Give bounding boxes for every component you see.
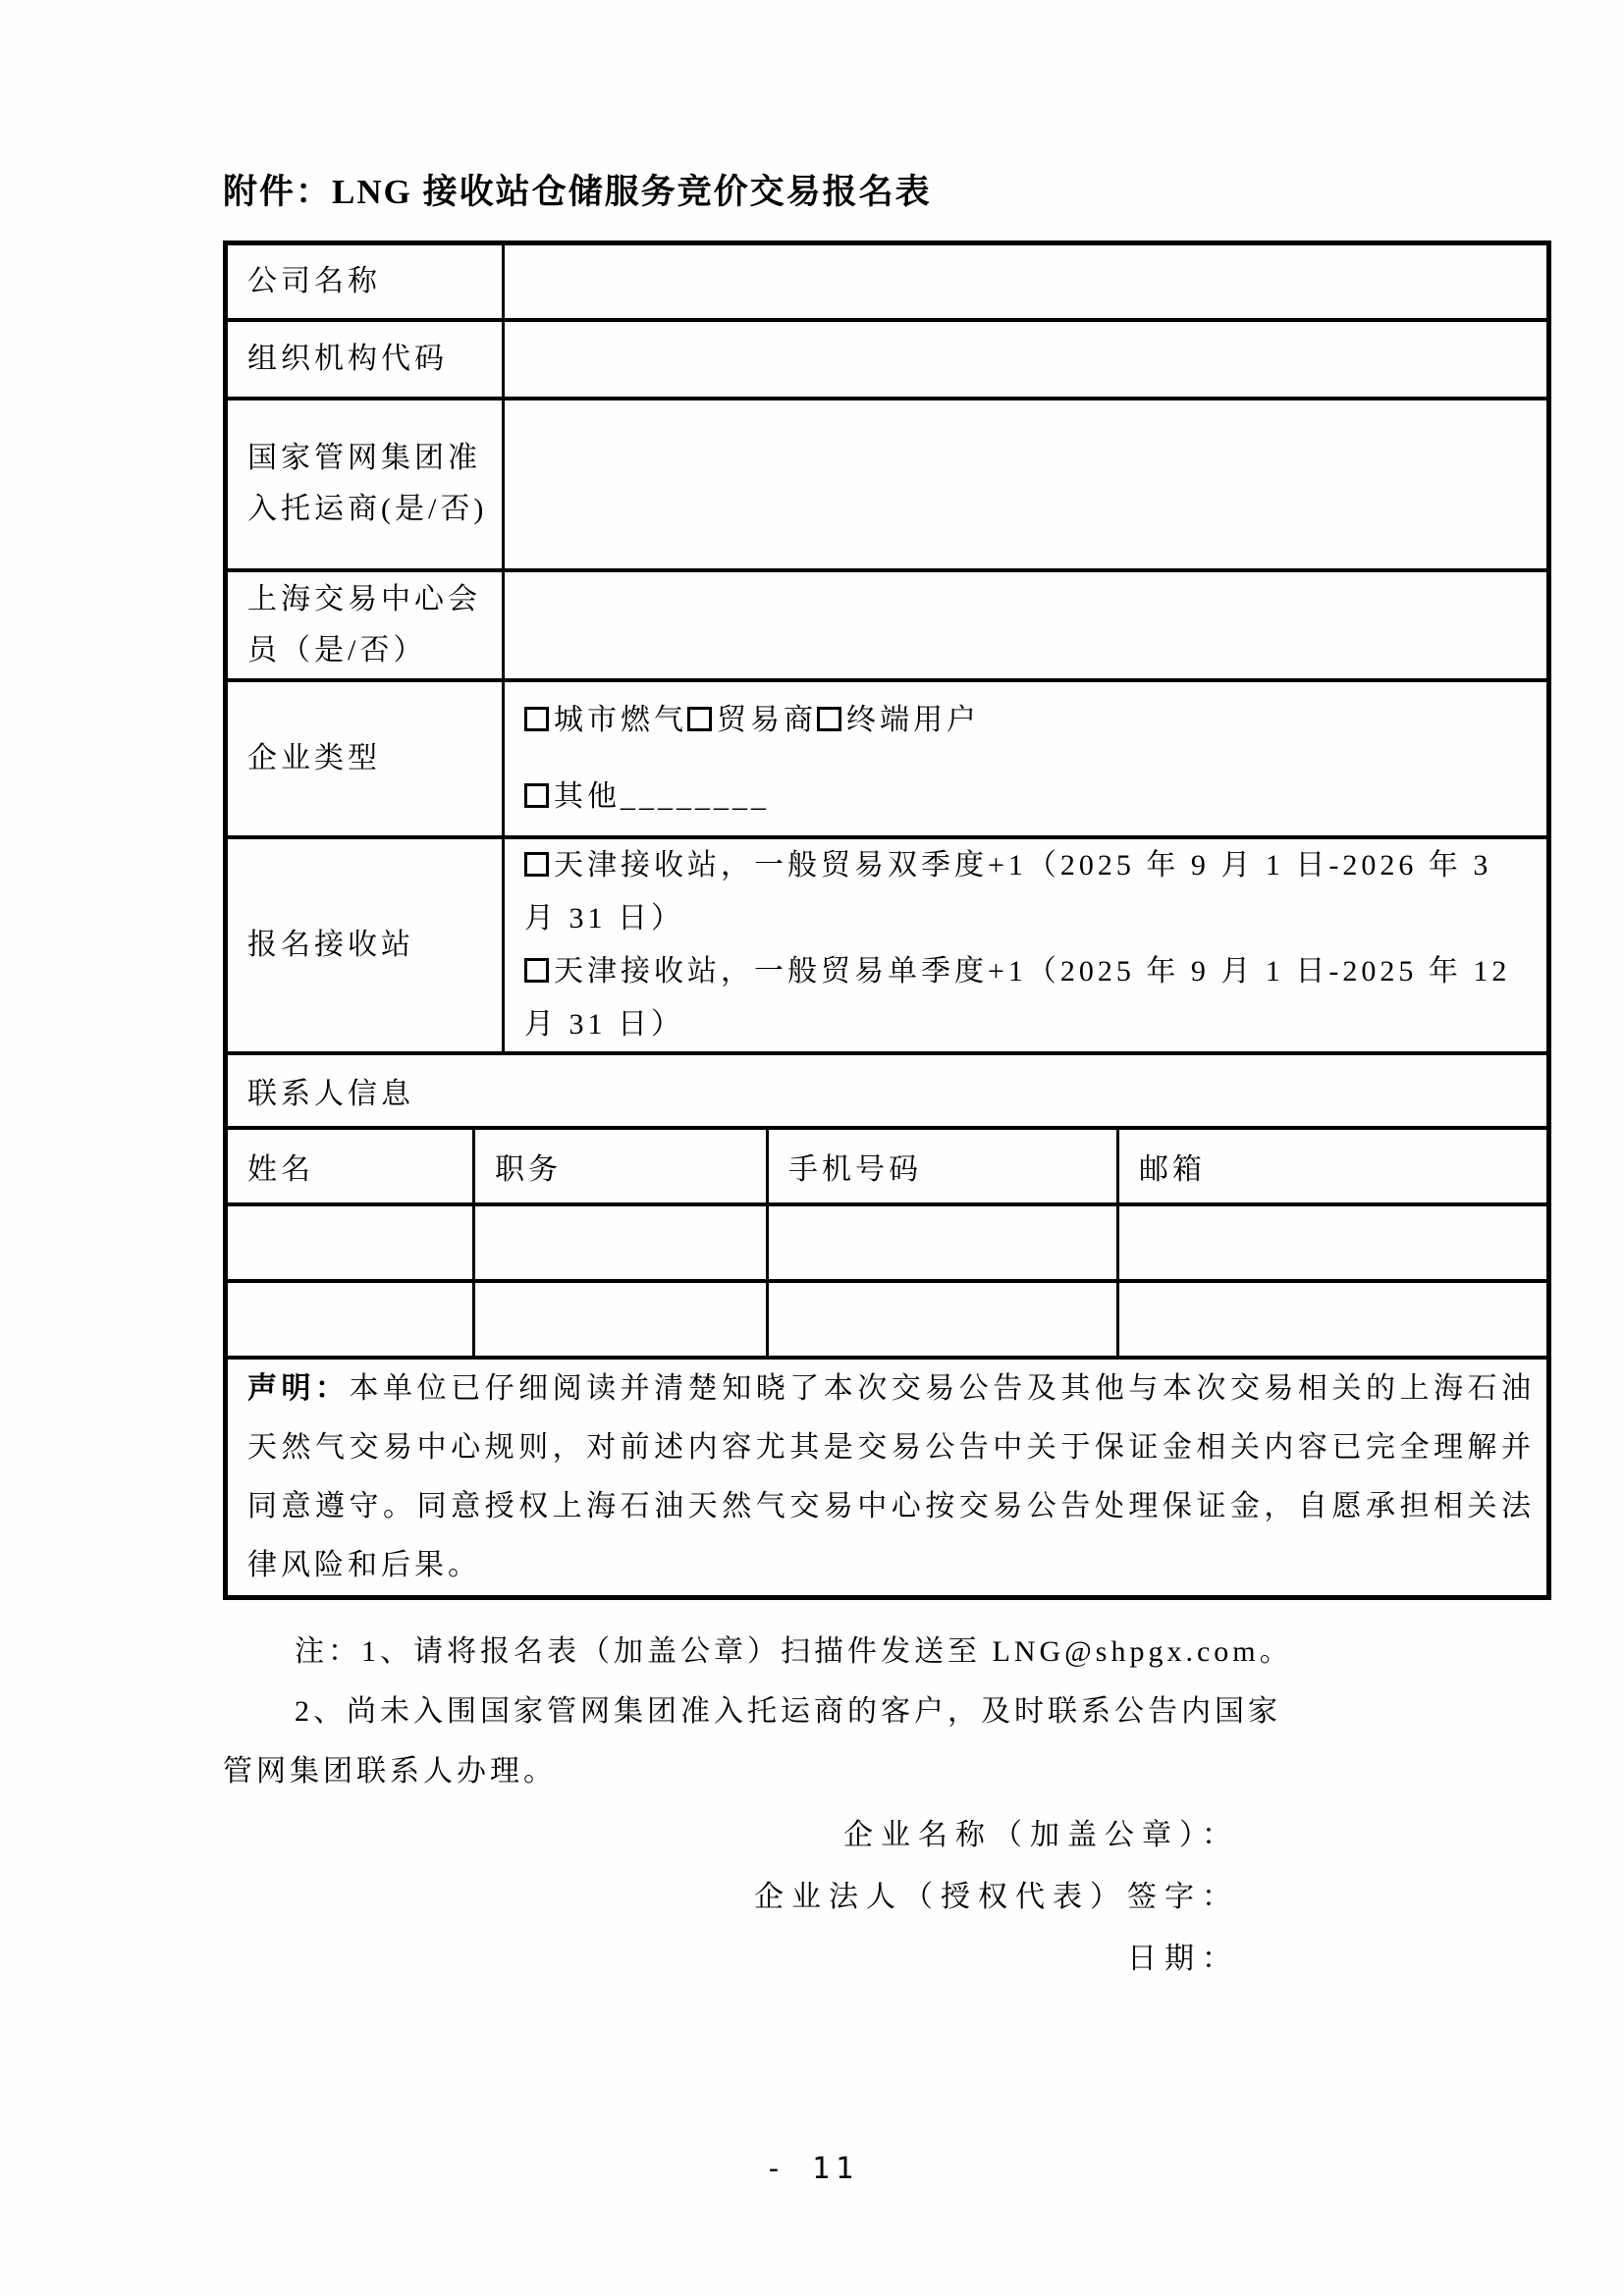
page-number: - 11 — [764, 2152, 860, 2186]
declaration-text: 本单位已仔细阅读并清楚知晓了本次交易公告及其他与本次交易相关的上海石油天然气交易中心规则，对前述内容尤其是交易公告中关于保证金相关内容已完全理解并同意遵守。同意授权上海石油天然气交易中心按交易公告处理保证金，自愿承担相关法律风险和后果。 — [247, 1371, 1536, 1581]
table-row — [226, 320, 1549, 399]
note-line-2: 2、尚未入围国家管网集团准入托运商的客户，及时联系公告内国家 — [295, 1695, 1281, 1728]
note-line-3: 管网集团联系人办理。 — [223, 1755, 557, 1788]
registration-form-table — [223, 240, 1551, 1600]
checkbox-icon — [817, 707, 841, 731]
signature-legal-rep: 企业法人（授权代表）签字： — [754, 1881, 1239, 1913]
enterprise-type-options-line1 — [524, 682, 1535, 759]
label-organization-code: 组织机构代码 — [226, 320, 504, 399]
contact-position-cell — [474, 1204, 768, 1281]
company-name-value-cell — [504, 243, 1549, 320]
option-label: 终端用户 — [846, 703, 980, 736]
signature-company-name: 企业名称（加盖公章）： — [843, 1819, 1239, 1851]
label-company-name: 公司名称 — [226, 243, 504, 320]
signature-block — [223, 1804, 1546, 1990]
table-row — [226, 243, 1549, 320]
table-row — [226, 1053, 1549, 1128]
checkbox-icon — [524, 852, 549, 877]
receiving-station-options-cell — [504, 837, 1549, 1053]
option-label: 其他________ — [554, 779, 770, 813]
contact-mobile-cell — [768, 1204, 1118, 1281]
signature-date: 日期： — [1127, 1943, 1239, 1975]
checkbox-option — [687, 704, 817, 736]
contact-email-cell — [1118, 1281, 1549, 1358]
contact-data-row — [226, 1281, 1549, 1358]
enterprise-type-options-cell — [504, 680, 1549, 837]
contact-header-row — [226, 1128, 1549, 1204]
option-label: 城市燃气 — [554, 703, 687, 736]
option-label: 天津接收站，一般贸易单季度+1（2025 年 9 月 1 日-2025 年 12 月 31 日） — [524, 954, 1511, 1041]
contact-email-cell — [1118, 1204, 1549, 1281]
table-row — [226, 570, 1549, 680]
contact-col-name: 姓名 — [226, 1128, 474, 1204]
label-enterprise-type: 企业类型 — [226, 680, 504, 837]
contact-col-email: 邮箱 — [1118, 1128, 1549, 1204]
contact-name-cell — [226, 1204, 474, 1281]
checkbox-option — [524, 704, 687, 736]
table-row — [226, 399, 1549, 570]
note-line-1: 注：1、请将报名表（加盖公章）扫描件发送至 LNG@shpgx.com。 — [295, 1635, 1293, 1668]
contact-name-cell — [226, 1281, 474, 1358]
contact-data-row — [226, 1204, 1549, 1281]
pipechina-shipper-value-cell — [504, 399, 1549, 570]
checkbox-option — [817, 704, 980, 736]
declaration-label: 声明： — [247, 1371, 350, 1405]
contact-position-cell — [474, 1281, 768, 1358]
checkbox-icon — [524, 958, 549, 983]
declaration-cell — [226, 1358, 1549, 1598]
table-row — [226, 680, 1549, 837]
table-row — [226, 837, 1549, 1053]
contact-mobile-cell — [768, 1281, 1118, 1358]
option-label: 贸易商 — [717, 703, 817, 736]
checkbox-icon — [687, 707, 712, 731]
contact-col-position: 职务 — [474, 1128, 768, 1204]
station-option-1 — [524, 839, 1535, 945]
declaration-row — [226, 1358, 1549, 1598]
notes-block — [223, 1622, 1546, 1801]
enterprise-type-options-line2 — [524, 759, 1535, 835]
station-option-2 — [524, 945, 1535, 1051]
contact-section-header: 联系人信息 — [226, 1053, 1549, 1128]
checkbox-option — [524, 780, 770, 813]
checkbox-icon — [524, 783, 549, 808]
label-shpgx-member: 上海交易中心会员（是/否） — [226, 570, 504, 680]
label-receiving-station: 报名接收站 — [226, 837, 504, 1053]
contact-col-mobile: 手机号码 — [768, 1128, 1118, 1204]
shpgx-member-value-cell — [504, 570, 1549, 680]
label-pipechina-shipper: 国家管网集团准入托运商(是/否) — [226, 399, 504, 570]
option-label: 天津接收站，一般贸易双季度+1（2025 年 9 月 1 日-2026 年 3 月 31 日） — [524, 848, 1492, 934]
page-title: 附件：LNG 接收站仓储服务竞价交易报名表 — [223, 173, 932, 211]
organization-code-value-cell — [504, 320, 1549, 399]
checkbox-icon — [524, 707, 549, 731]
